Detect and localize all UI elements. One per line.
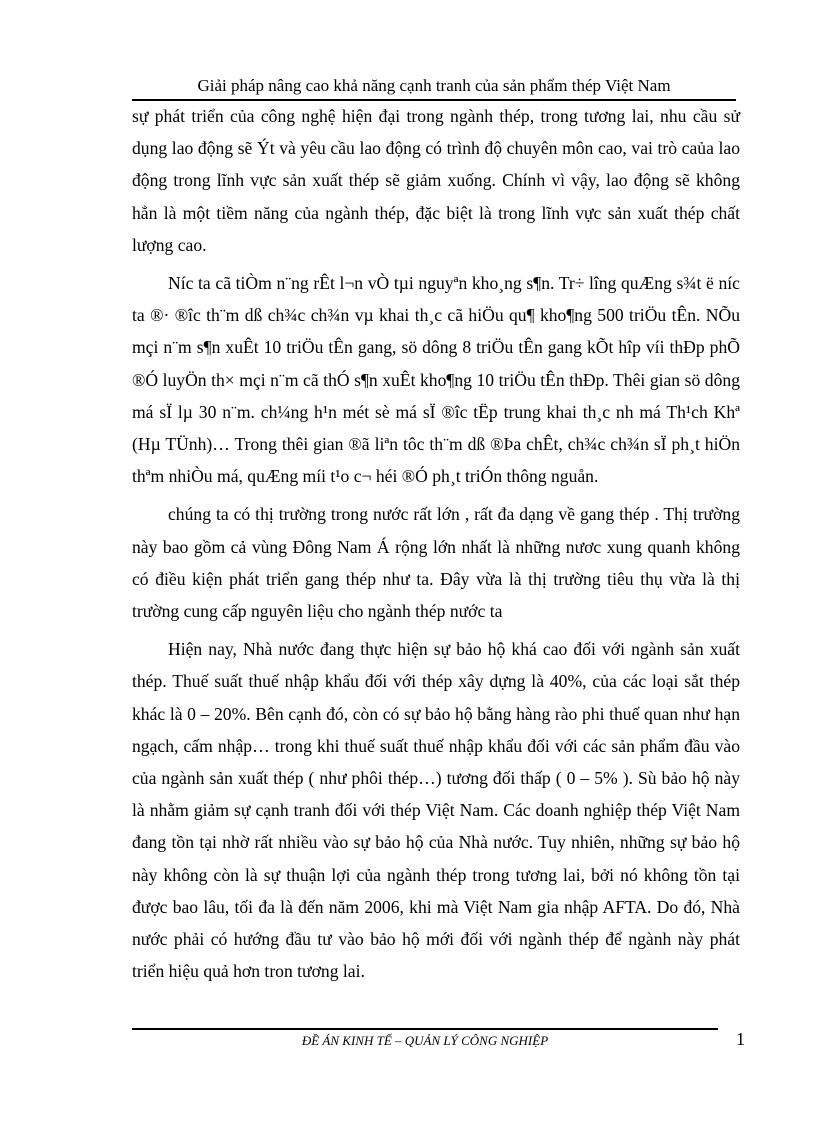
page-header-title: Giải pháp nâng cao khả năng cạnh tranh của sản phẩm thép Việt Nam [197,76,671,95]
paragraph-4: Hiện nay, Nhà nước đang thực hiện sự bảo hộ khá cao đối với ngành sản xuất thép. Thuế suất thuế nhập khẩu đối với thép xây dựng là 40%, của các loại sắt thép khác là 0 – 20%. Bên cạnh đó, còn có sự bảo hộ bằng hàng rào phi thuế quan như hạn ngạch, cấm nhập… trong khi thuế suất thuế nhập khẩu đối với các sản phẩm đầu vào của ngành sản xuất thép ( như phôi thép…) tương đối thấp ( 0 – 5% ). Sù bảo hộ này là nhằm giảm sự cạnh tranh đối với thép Việt Nam. Các doanh nghiệp thép Việt Nam đang tồn tại nhờ rất nhiều vào sự bảo hộ của Nhà nước. Tuy nhiên, những sự bảo hộ này không còn là sự thuận lợi của ngành thép trong tương lai, bởi nó không tồn tại được bao lâu, tối đa là đến năm 2006, khi mà Việt Nam gia nhập AFTA. Do đó, Nhà nước phải có hướng đầu tư vào bảo hộ mới đối với ngành thép để ngành này phát triển hiệu quả hơn tron tương lai. [132,639,740,982]
paragraph-3: chúng ta có thị trường trong nước rất lớn , rất đa dạng về gang thép . Thị trường này bao gồm cả vùng Đông Nam Á rộng lớn nhất là những nươc xung quanh không có điều kiện phát triển gang thép như ta. Đây vừa là thị trường tiêu thụ vừa là thị trường cung cấp nguyên liệu cho ngành thép nước ta [132,504,740,622]
document-body [132,100,740,993]
paragraph-1: sự phát triển của công nghệ hiện đại trong ngành thép, trong tương lai, nhu cầu sử dụng lao động sẽ Ýt và yêu cầu lao động có trình độ chuyên môn cao, vai trò caủa lao động trong lĩnh vực sản xuất thép sẽ giảm xuống. Chính vì vậy, lao động sẽ không hẳn là một tiềm năng của ngành thép, đặc biệt là trong lĩnh vực sản xuất thép chất lượng cao. [132,106,740,255]
page-footer-text: ĐỀ ÁN KINH TẾ – QUẢN LÝ CÔNG NGHIỆP [301,1033,549,1048]
footer-divider [132,1028,718,1030]
paragraph-2: Níc ta cã tiÒm n¨ng rÊt l¬n vÒ tµi nguyªn kho¸ng s¶n. Tr÷ lîng quÆng s¾t ë níc ta ®· ®îc th¨m dß ch¾c ch¾n vµ khai th¸c cã hiÖu qu¶ kho¶ng 500 triÖu tÊn. NÕu mçi n¨m s¶n xuÊt 10 triÖu tÊn gang, sö dông 8 triÖu tÊn gang kÕt hîp víi thÐp phÕ ®Ó luyÖn th× mçi n¨m cã thÓ s¶n xuÊt kho¶ng 10 triÖu tÊn thÐp. Thêi gian sö dông má sÏ lµ 30 n¨m. ch¼ng h¹n mét sè má sÏ ®îc tËp trung khai th¸c nh má Th¹ch Khª (Hµ TÜnh)… Trong thêi gian ®ã liªn tôc th¨m dß ®Þa chÊt, ch¾c ch¾n sÏ ph¸t hiÖn thªm nhiÒu má, quÆng míi t¹o c¬ héi ®Ó ph¸t triÓn thông nguån. [132,273,740,487]
page-number: 1 [736,1029,745,1049]
